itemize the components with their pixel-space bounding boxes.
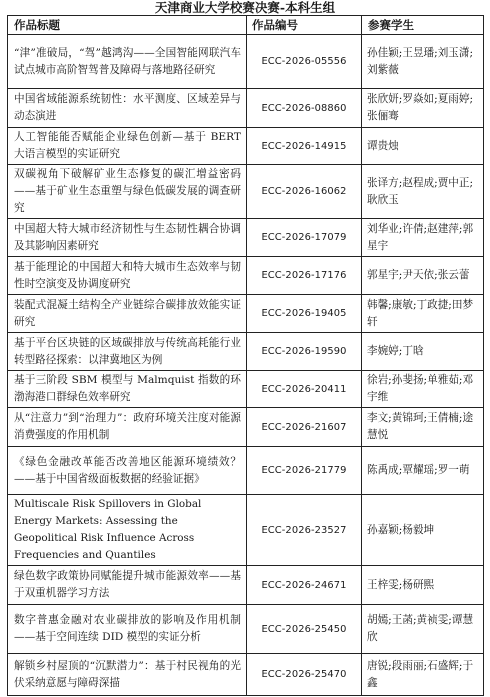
students: 张欣妍;罗焱如;夏雨婷;张俪骞 [362, 89, 484, 128]
work-title: 双碳视角下破解矿业生态修复的碳汇增益密码——基于矿业生态重塑与绿色低碳发展的调查研究 [8, 165, 247, 219]
table-row [8, 447, 484, 495]
work-code: ECC-2026-25450 [247, 605, 362, 654]
work-code: ECC-2026-19405 [247, 295, 362, 333]
work-code: ECC-2026-25470 [247, 654, 362, 696]
work-code: ECC-2026-14915 [247, 128, 362, 165]
header-title: 作品标题 [8, 16, 247, 35]
document-title: 天津商业大学校赛决赛-本科生组 [154, 0, 336, 15]
work-title: “津”准破局，“驾”越鸿沟——全国智能网联汽车试点城市高阶智驾普及障碍与落地路径研究 [8, 35, 247, 89]
students: 陈禹成;覃耀瑶;罗一萌 [362, 447, 484, 495]
header-members: 参赛学生 [362, 16, 484, 35]
table-row [8, 333, 484, 371]
students: 孙佳颖;王昱璠;刘玉潇;刘紫薇 [362, 35, 484, 89]
students: 郭星宇;尹天依;张云蕾 [362, 257, 484, 295]
work-code: ECC-2026-21779 [247, 447, 362, 495]
work-title: 基于平台区块链的区域碳排放与传统高耗能行业转型路径探索：以津冀地区为例 [8, 333, 247, 371]
work-title: 基于能理论的中国超大和特大城市生态效率与韧性时空演变及协调度研究 [8, 257, 247, 295]
table-row [8, 295, 484, 333]
work-title: 解锁乡村屋顶的“沉默潜力”：基于村民视角的光伏采纳意愿与障碍深描 [8, 654, 247, 696]
work-code: ECC-2026-08860 [247, 89, 362, 128]
results-table [7, 15, 484, 696]
students: 胡嫣;王菡;黄祯雯;谭慧欣 [362, 605, 484, 654]
students: 李婉婷;丁晗 [362, 333, 484, 371]
work-title: 数字普惠金融对农业碳排放的影响及作用机制——基于空间连续 DID 模型的实证分析 [8, 605, 247, 654]
work-code: ECC-2026-23527 [247, 495, 362, 566]
table-row [8, 605, 484, 654]
work-code: ECC-2026-24671 [247, 566, 362, 605]
table-row [8, 371, 484, 408]
work-code: ECC-2026-21607 [247, 408, 362, 447]
work-title: 基于三阶段 SBM 模型与 Malmquist 指数的环渤海港口群绿色效率研究 [8, 371, 247, 408]
work-code: ECC-2026-16062 [247, 165, 362, 219]
students: 谭贵烛 [362, 128, 484, 165]
table-row [8, 257, 484, 295]
work-title: 中国超大特大城市经济韧性与生态韧性耦合协调及其影响因素研究 [8, 219, 247, 257]
table-row [8, 566, 484, 605]
table-row [8, 128, 484, 165]
table-header-row [8, 16, 484, 35]
students: 李文;黄锦珂;王倩楠;途慧悦 [362, 408, 484, 447]
work-code: ECC-2026-20411 [247, 371, 362, 408]
work-title: 中国省域能源系统韧性：水平测度、区域差异与动态演进 [8, 89, 247, 128]
work-title: 从“注意力”到“治理力”：政府环境关注度对能源消费强度的作用机制 [8, 408, 247, 447]
work-code: ECC-2026-17079 [247, 219, 362, 257]
header-code: 作品编号 [247, 16, 362, 35]
students: 张译方;赵程成;贾中正;耿欣玉 [362, 165, 484, 219]
work-title: 装配式混凝土结构全产业链综合碳排放效能实证研究 [8, 295, 247, 333]
work-code: ECC-2026-19590 [247, 333, 362, 371]
work-title: Multiscale Risk Spillovers in Global Energy Markets: Assessing the Geopolitical Risk Influence Across Frequencies and Quantiles [8, 495, 247, 566]
table-row [8, 165, 484, 219]
students: 徐岩;孙斐扬;单雅茹;邓宇维 [362, 371, 484, 408]
table-row [8, 89, 484, 128]
students: 唐锐;段雨丽;石盛辉;于鑫 [362, 654, 484, 696]
table-row [8, 495, 484, 566]
work-code: ECC-2026-17176 [247, 257, 362, 295]
students: 王梓雯;杨研熙 [362, 566, 484, 605]
work-title: 人工智能能否赋能企业绿色创新—基于 BERT 大语言模型的实证研究 [8, 128, 247, 165]
students: 刘华业;许倩;赵建萍;郭星宇 [362, 219, 484, 257]
work-title: 《绿色金融改革能否改善地区能源环境绩效？——基于中国省级面板数据的经验证据》 [8, 447, 247, 495]
table-row [8, 35, 484, 89]
table-row [8, 654, 484, 696]
table-row [8, 219, 484, 257]
students: 韩馨;康敏;丁政捷;田梦轩 [362, 295, 484, 333]
work-title: 绿色数字政策协同赋能提升城市能源效率——基于双重机器学习方法 [8, 566, 247, 605]
table-row [8, 408, 484, 447]
work-code: ECC-2026-05556 [247, 35, 362, 89]
students: 孙嘉颖;杨毅坤 [362, 495, 484, 566]
